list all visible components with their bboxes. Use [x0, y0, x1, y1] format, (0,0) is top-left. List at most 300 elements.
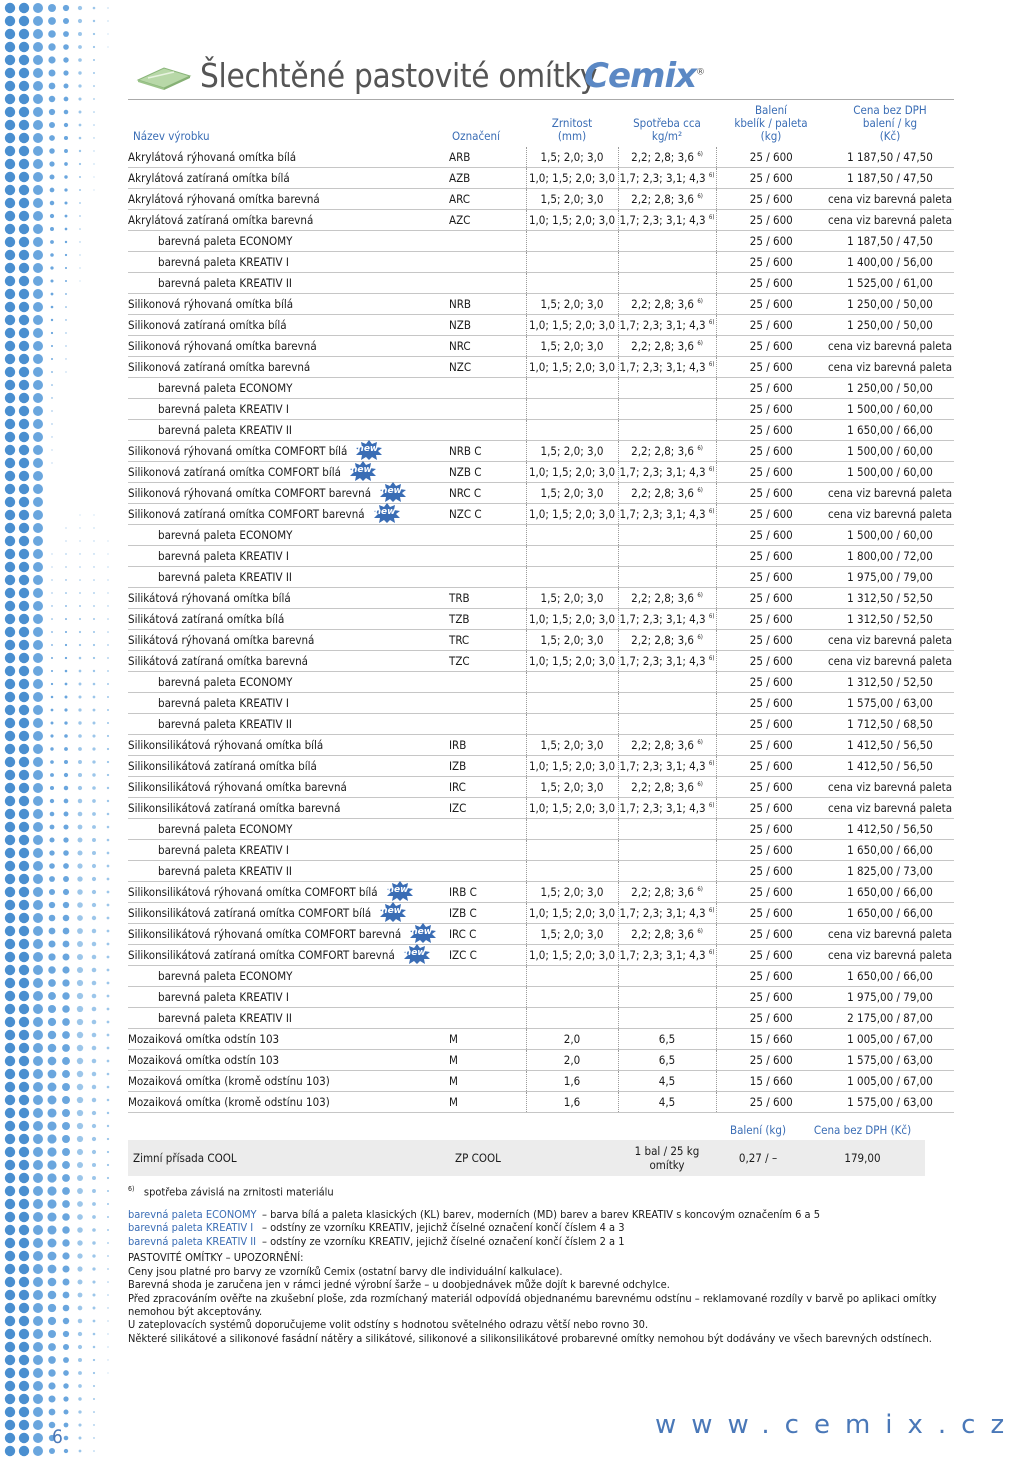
decorative-dot: [33, 250, 43, 260]
decorative-dot: [33, 1251, 43, 1261]
decorative-dot: [78, 1345, 82, 1349]
decorative-dot: [78, 747, 82, 751]
palette-row: [128, 378, 954, 399]
decorative-dot: [65, 553, 66, 554]
decorative-dot: [51, 345, 53, 347]
decorative-dot: [33, 692, 43, 702]
palette-label: barevná paleta KREATIV I: [128, 1221, 254, 1235]
product-name: [128, 147, 449, 168]
decorative-dot: [19, 887, 29, 897]
decorative-dot: [77, 1253, 82, 1258]
product-grain: 1,6: [526, 1092, 618, 1113]
product-row: [128, 735, 954, 756]
decorative-dot: [19, 1238, 29, 1248]
decorative-dot: [19, 965, 29, 975]
footnote-mark: 6): [697, 487, 703, 495]
decorative-dot: [33, 1134, 43, 1144]
decorative-dot: [33, 991, 43, 1001]
product-consumption: [618, 966, 716, 987]
additive-pack: 0,27 / –: [716, 1140, 800, 1176]
decorative-dot: [33, 315, 43, 325]
website-url: www.cemix.cz: [655, 1410, 1019, 1440]
decorative-dot: [63, 1331, 69, 1337]
decorative-dot: [5, 1043, 15, 1053]
product-grain: [526, 714, 618, 735]
decorative-dot: [92, 838, 96, 842]
decorative-dot: [78, 1319, 83, 1324]
decorative-dot: [77, 1149, 83, 1155]
decorative-dot: [107, 605, 108, 606]
decorative-dot: [5, 1199, 15, 1209]
product-row: [128, 504, 954, 525]
product-price: cena viz barevná paleta: [826, 357, 954, 378]
decorative-dot: [51, 592, 52, 593]
decorative-dot: [49, 889, 55, 895]
decorative-dot: [19, 835, 29, 845]
product-code: TRB: [449, 588, 526, 609]
new-badge: [379, 486, 405, 500]
product-price: 1 187,50 / 47,50: [826, 147, 954, 168]
product-row: [128, 168, 954, 189]
decorative-dot: [19, 172, 29, 182]
decorative-dot: [92, 747, 95, 750]
decorative-dot: [107, 800, 109, 802]
decorative-dot: [107, 709, 109, 711]
decorative-dot: [92, 981, 97, 986]
decorative-dot: [47, 1108, 56, 1117]
decorative-dot: [19, 1043, 29, 1053]
product-pack: 25 / 600: [716, 357, 826, 378]
decorative-dot: [65, 527, 66, 528]
product-pack: 25 / 600: [716, 315, 826, 336]
product-name: [128, 210, 449, 231]
palette-description: – odstíny ze vzorníku KREATIV, jejichž číselné označení končí číslem 4 a 3: [262, 1221, 625, 1235]
product-price: 1 500,00 / 60,00: [826, 525, 954, 546]
product-row: [128, 294, 954, 315]
decorative-dot: [78, 825, 83, 830]
product-consumption: [618, 651, 716, 672]
product-name-text: barevná paleta ECONOMY: [158, 381, 293, 395]
product-price: 1 500,00 / 60,00: [826, 441, 954, 462]
decorative-dot: [5, 1407, 15, 1417]
new-badge-label: new: [411, 927, 433, 938]
decorative-dot: [107, 969, 110, 972]
decorative-dot: [107, 631, 109, 633]
decorative-dot: [19, 250, 29, 260]
product-code: AZC: [449, 210, 526, 231]
decorative-dot: [33, 523, 43, 533]
product-code: [449, 399, 526, 420]
decorative-dot: [33, 900, 43, 910]
decorative-dot: [107, 1294, 109, 1296]
decorative-dot: [79, 267, 80, 268]
product-pack: 25 / 600: [716, 651, 826, 672]
product-price: cena viz barevná paleta: [826, 336, 954, 357]
product-name: [128, 1050, 449, 1071]
decorative-dot: [107, 917, 110, 920]
product-row: [128, 147, 954, 168]
decorative-dot: [65, 358, 66, 359]
decorative-dot: [107, 1281, 109, 1283]
palette-row: [128, 861, 954, 882]
decorative-dot: [50, 773, 54, 777]
product-grain: [526, 966, 618, 987]
decorative-dot: [5, 1186, 15, 1196]
decorative-dot: [5, 1095, 15, 1105]
product-consumption: [618, 1029, 716, 1050]
decorative-dot: [5, 614, 15, 624]
product-pack: 25 / 600: [716, 378, 826, 399]
decorative-dot: [92, 799, 96, 803]
decorative-dot: [33, 1329, 43, 1339]
decorative-dot: [107, 1177, 109, 1179]
decorative-dot: [19, 341, 29, 351]
product-code: IZC C: [449, 945, 526, 966]
decorative-dot: [64, 123, 68, 127]
decorative-dot: [48, 1096, 57, 1105]
decorative-dot: [51, 371, 53, 373]
decorative-dot: [48, 1018, 56, 1026]
decorative-dot: [19, 1121, 29, 1131]
decorative-dot: [5, 848, 15, 858]
decorative-dot: [50, 201, 54, 205]
product-code: IRC: [449, 777, 526, 798]
consumption-value: 2,2; 2,8; 3,6: [631, 297, 695, 311]
decorative-dot: [5, 1342, 15, 1352]
product-pack: 25 / 600: [716, 462, 826, 483]
decorative-dot: [77, 850, 82, 855]
consumption-value: 1,7; 2,3; 3,1; 4,3: [619, 948, 706, 962]
footnote-mark: 6): [708, 361, 715, 369]
decorative-dot: [92, 968, 97, 973]
consumption-value: 1,7; 2,3; 3,1; 4,3: [619, 171, 706, 185]
decorative-dot: [62, 966, 69, 973]
decorative-dot: [33, 1368, 43, 1378]
decorative-dot: [19, 16, 29, 26]
decorative-dot: [62, 1018, 70, 1026]
decorative-dot: [79, 579, 81, 581]
decorative-dot: [50, 760, 54, 764]
decorative-dot: [77, 993, 83, 999]
palette-row: [128, 714, 954, 735]
product-name-text: Akrylátová rýhovaná omítka barevná: [128, 192, 320, 206]
product-grain: 1,5; 2,0; 3,0: [526, 630, 618, 651]
product-pack: 25 / 600: [716, 588, 826, 609]
decorative-dot: [48, 1083, 57, 1092]
product-price: cena viz barevná paleta: [826, 798, 954, 819]
decorative-dot: [49, 915, 56, 922]
decorative-dot: [19, 692, 29, 702]
product-name-text: Akrylátová zatíraná omítka bílá: [128, 171, 290, 185]
header-use: [618, 104, 716, 147]
decorative-dot: [63, 1344, 69, 1350]
decorative-dot: [51, 553, 52, 554]
decorative-dot: [48, 1317, 56, 1325]
product-name: [128, 294, 449, 315]
consumption-value: 1,7; 2,3; 3,1; 4,3: [619, 801, 706, 815]
product-name-text: Silikonsilikátová rýhovaná omítka COMFORT barevná: [128, 926, 402, 941]
product-row: [128, 903, 954, 924]
decorative-dot: [62, 1174, 70, 1182]
product-code: [449, 966, 526, 987]
decorative-dot: [93, 722, 96, 725]
new-badge: [379, 906, 405, 920]
decorative-dot: [5, 107, 15, 117]
product-consumption: [618, 315, 716, 336]
decorative-dot: [19, 744, 29, 754]
decorative-dot: [5, 1277, 15, 1287]
decorative-dot: [33, 1394, 43, 1404]
decorative-dot: [93, 1346, 96, 1349]
product-name: [128, 483, 449, 504]
header-name: Název výrobku: [133, 129, 210, 143]
product-row: [128, 315, 954, 336]
product-consumption: [618, 819, 716, 840]
product-grain: [526, 420, 618, 441]
decorative-dot: [19, 380, 29, 390]
decorative-dot: [92, 1150, 96, 1154]
product-grain: [526, 987, 618, 1008]
decorative-dot: [92, 1176, 96, 1180]
product-name: [128, 714, 449, 735]
product-consumption: [618, 630, 716, 651]
palette-row: [128, 672, 954, 693]
decorative-dot: [19, 133, 29, 143]
decorative-dot: [62, 1031, 70, 1039]
decorative-dot: [19, 510, 29, 520]
decorative-dot: [92, 825, 96, 829]
product-grain: 1,0; 1,5; 2,0; 3,0: [526, 357, 618, 378]
decorative-dot: [107, 1372, 108, 1373]
decorative-dot: [77, 954, 83, 960]
decorative-dot: [5, 692, 15, 702]
decorative-dot: [5, 666, 15, 676]
decorative-dot: [92, 773, 95, 776]
decorative-dot: [5, 1173, 15, 1183]
product-name-text: Mozaiková omítka (kromě odstínu 103): [128, 1095, 330, 1109]
decorative-dot: [62, 992, 69, 999]
decorative-dot: [5, 653, 15, 663]
decorative-dot: [5, 1056, 15, 1066]
decorative-dot: [107, 735, 109, 737]
decorative-dot: [33, 445, 43, 455]
product-price: 1 800,00 / 72,00: [826, 546, 954, 567]
additive-price-header: Cena bez DPH (Kč): [813, 1123, 912, 1137]
decorative-dot: [79, 137, 82, 140]
decorative-dot: [5, 276, 15, 286]
decorative-dot: [64, 799, 69, 804]
decorative-dot: [93, 1372, 95, 1374]
product-price: 1 312,50 / 52,50: [826, 672, 954, 693]
decorative-dot: [19, 1095, 29, 1105]
consumption-value: 2,2; 2,8; 3,6: [631, 885, 695, 899]
product-pack: 25 / 600: [716, 336, 826, 357]
decorative-dot: [5, 133, 15, 143]
product-consumption: [618, 378, 716, 399]
decorative-dot: [92, 1228, 96, 1232]
decorative-dot: [50, 799, 54, 803]
decorative-dot: [19, 29, 29, 39]
decorative-dot: [19, 1069, 29, 1079]
header-grain: [526, 104, 618, 147]
product-price: 1 975,00 / 79,00: [826, 987, 954, 1008]
decorative-dot: [5, 1394, 15, 1404]
decorative-dot: [50, 734, 53, 737]
decorative-dot: [5, 1082, 15, 1092]
decorative-dot: [33, 575, 43, 585]
decorative-dot: [92, 1020, 97, 1025]
product-consumption: [618, 567, 716, 588]
decorative-dot: [92, 929, 96, 933]
decorative-dot: [93, 644, 95, 646]
product-name-text: Mozaiková omítka odstín 103: [128, 1032, 280, 1046]
product-code: [449, 987, 526, 1008]
decorative-dot: [19, 432, 29, 442]
decorative-dot: [78, 1371, 82, 1375]
decorative-dot: [19, 562, 29, 572]
decorative-dot: [65, 657, 67, 659]
decorative-dot: [19, 549, 29, 559]
decorative-dot: [5, 549, 15, 559]
decorative-dot: [48, 4, 56, 12]
footnote-mark: 6): [708, 172, 715, 180]
decorative-dot: [48, 1044, 57, 1053]
decorative-dot: [51, 657, 53, 659]
decorative-dot: [5, 575, 15, 585]
decorative-dot: [48, 1070, 57, 1079]
decorative-dot: [79, 150, 81, 152]
decorative-dot: [107, 787, 109, 789]
product-code: NRC C: [449, 483, 526, 504]
decorative-dot: [51, 332, 53, 334]
decorative-dot: [33, 1238, 43, 1248]
decorative-dot: [5, 406, 15, 416]
decorative-dot: [107, 722, 109, 724]
decorative-dot: [19, 458, 29, 468]
product-pack: 15 / 660: [716, 1071, 826, 1092]
decorative-dot: [33, 666, 43, 676]
decorative-dot: [19, 393, 29, 403]
product-pack: 25 / 600: [716, 798, 826, 819]
footnote-mark: 6): [708, 613, 715, 621]
decorative-dot: [5, 367, 15, 377]
palette-row: [128, 525, 954, 546]
consumption-value: 2,2; 2,8; 3,6: [631, 591, 695, 605]
decorative-dot: [48, 992, 56, 1000]
product-consumption: [618, 525, 716, 546]
decorative-dot: [5, 640, 15, 650]
decorative-dot: [33, 471, 43, 481]
decorative-dot: [5, 471, 15, 481]
brand-name: Cemix: [584, 56, 697, 96]
decorative-dot: [49, 148, 55, 154]
product-pack: 25 / 600: [716, 987, 826, 1008]
decorative-dot: [33, 731, 43, 741]
decorative-dot: [62, 1148, 70, 1156]
product-name-text: Silikátová zatíraná omítka barevná: [128, 654, 308, 668]
decorative-dot: [51, 423, 52, 424]
header-price-line2: balení / kg: [862, 116, 918, 130]
decorative-dot: [51, 631, 53, 633]
product-pack: 25 / 600: [716, 1050, 826, 1071]
decorative-dot: [79, 124, 82, 127]
decorative-dot: [19, 939, 29, 949]
product-name-text: Silikonsilikátová rýhovaná omítka bílá: [128, 738, 324, 752]
decorative-dot: [5, 718, 15, 728]
decorative-dot: [19, 185, 29, 195]
decorative-dot: [33, 835, 43, 845]
product-consumption: [618, 735, 716, 756]
decorative-dot: [63, 31, 69, 37]
footnote-mark: 6): [708, 655, 715, 663]
decorative-dot: [33, 1186, 43, 1196]
decorative-dot: [49, 70, 56, 77]
decorative-dot: [93, 98, 95, 100]
decorative-dot: [107, 878, 110, 881]
product-price: 1 250,00 / 50,00: [826, 378, 954, 399]
decorative-dot: [5, 1147, 15, 1157]
product-name: [128, 420, 449, 441]
decorative-dot: [33, 809, 43, 819]
decorative-dot: [93, 33, 95, 35]
decorative-dot: [48, 979, 56, 987]
decorative-dot: [5, 419, 15, 429]
decorative-dot: [107, 683, 109, 685]
decorative-dot: [19, 42, 29, 52]
product-price: cena viz barevná paleta: [826, 630, 954, 651]
new-badge-label: new: [381, 486, 402, 497]
decorative-dot: [33, 1316, 43, 1326]
consumption-value: 1,7; 2,3; 3,1; 4,3: [619, 360, 706, 374]
product-code: NZC C: [449, 504, 526, 525]
decorative-dot: [48, 1330, 56, 1338]
warning-line: Některé silikátové a silikonové fasádní nátěry a silikátové, silikonové a silikonsilikátové probarevné omítky nemohou být dodávány ve všech barevných odstínech.: [128, 1331, 932, 1345]
decorative-dot: [49, 876, 55, 882]
decorative-dot: [33, 354, 43, 364]
decorative-dot: [5, 1225, 15, 1235]
decorative-dot: [92, 1007, 97, 1012]
decorative-dot: [19, 900, 29, 910]
product-grain: 2,0: [526, 1050, 618, 1071]
decorative-dot: [63, 1409, 68, 1414]
decorative-dot: [5, 991, 15, 1001]
product-pack: 25 / 600: [716, 735, 826, 756]
decorative-dot: [50, 786, 54, 790]
decorative-dot: [19, 770, 29, 780]
decorative-dot: [77, 1214, 83, 1220]
decorative-dot: [5, 796, 15, 806]
decorative-dot: [63, 876, 69, 882]
decorative-dot: [50, 240, 54, 244]
decorative-dot: [64, 1436, 69, 1441]
product-name: [128, 1029, 449, 1050]
product-name: [128, 504, 449, 525]
footnote: [128, 1183, 950, 1199]
decorative-dot: [5, 1290, 15, 1300]
decorative-dot: [5, 1108, 15, 1118]
decorative-dot: [79, 189, 81, 191]
decorative-dot: [47, 1160, 56, 1169]
additive-table: [128, 1120, 925, 1176]
product-name-text: Mozaiková omítka (kromě odstínu 103): [128, 1074, 330, 1088]
decorative-dot: [107, 956, 110, 959]
decorative-dot: [19, 328, 29, 338]
decorative-dot: [19, 1108, 29, 1118]
decorative-dot: [63, 1318, 69, 1324]
palette-description: – odstíny ze vzorníku KREATIV, jejichž číselné označení končí číslem 2 a 1: [262, 1234, 625, 1248]
product-price: 2 175,00 / 87,00: [826, 1008, 954, 1029]
product-name: [128, 777, 449, 798]
